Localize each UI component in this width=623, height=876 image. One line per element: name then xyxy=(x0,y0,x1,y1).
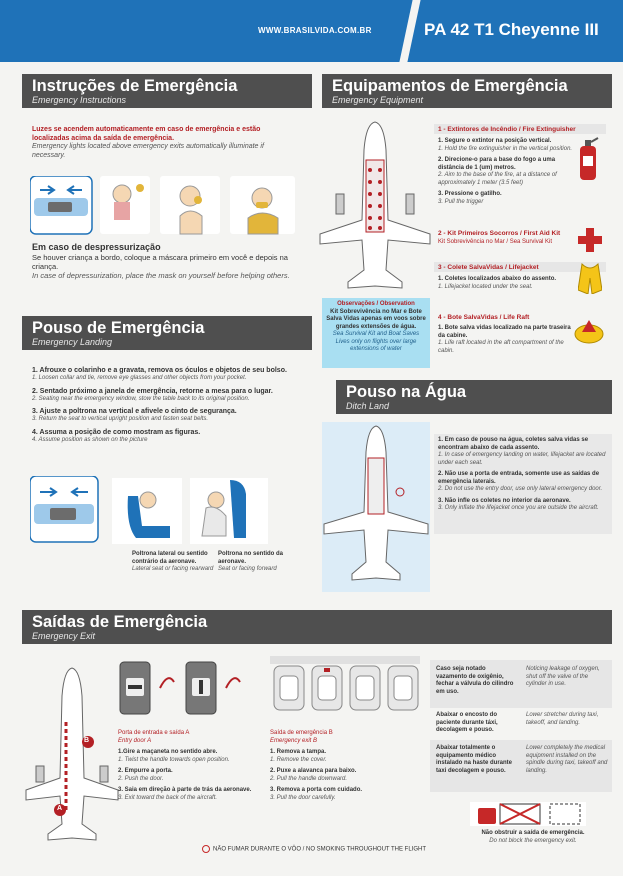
equipment-header xyxy=(322,74,612,108)
exit-label-a: A xyxy=(57,805,63,812)
lights-note-pt: Luzes se acendem automaticamente em caso de emergência e estão localizadas acima da saída de emergência. xyxy=(32,126,261,142)
exits-subtitle: Emergency Exit xyxy=(32,631,96,641)
landing-step: 4. Assuma a posição de como mostram as figuras. 4. Assume position as shown on the picture xyxy=(32,428,201,443)
no-obstruction-icon xyxy=(470,800,586,828)
lights-note xyxy=(32,125,282,160)
entry-door-handle-icon xyxy=(118,660,258,722)
landing-header xyxy=(22,316,312,350)
depressurization-en: In case of depressurization, place the mask on yourself before helping others. xyxy=(32,271,290,280)
life-raft-icon xyxy=(574,318,604,344)
aircraft-model: PA 42 T1 Cheyenne III xyxy=(424,20,599,39)
oxygen-note-en: Noticing leakage of oxygen, shut off the valve of the cylinder in use. xyxy=(526,666,600,687)
lights-note-en: Emergency lights located above emergency exits automatically illuminate if necessary. xyxy=(32,143,264,159)
entry-door-step: 2. Empurre a porta. 2. Push the door. xyxy=(118,768,173,782)
brace-caption-forward: Poltrona no sentido da aeronave. Seat or facing forward xyxy=(218,551,284,572)
observation-box xyxy=(322,298,430,368)
ditch-title: Pouso na Água xyxy=(346,383,467,401)
observation-pt: Kit Sobrevivência no Mar e Bote Salva Vidas apenas em voos sobre grandes extensões de água. xyxy=(326,308,426,330)
medical-note-pt: Abaixar totalmente o equipamento médico instalado na haste durante taxi decolagem e pouso. xyxy=(436,745,513,774)
no-block-note: Não obstruir a saída de emergência. Do not block the emergency exit. xyxy=(481,830,585,844)
landing-step: 1. Afrouxe o colarinho e a gravata, remova os óculos e objetos de seu bolso. 1. Loosen collar and tie, remove eye glasses and other objects from your pocket. xyxy=(32,367,287,381)
landing-steps xyxy=(32,366,307,444)
liferaft-label: 4 - Bote SalvaVidas / Life Raft xyxy=(438,314,530,321)
entry-door-subtitle: Entry door A xyxy=(118,737,152,744)
oxygen-note-pt: Caso seja notado vazamento de oxigênio, fechar a válvula do cilindro em uso. xyxy=(436,666,514,695)
first-aid-cross-icon xyxy=(578,228,602,252)
lifejacket-icon xyxy=(578,260,602,294)
fire-extinguisher-icon xyxy=(576,136,600,182)
stretcher-note-pt: Abaixar o encosto do paciente durante táxi, decolagem e pouso. xyxy=(436,712,498,733)
landing-title: Pouso de Emergência xyxy=(32,319,205,337)
instructions-header xyxy=(22,74,312,108)
entry-door-step: 3. Saia em direção à parte de trás da aeronave. 3. Exit toward the back of the aircraft. xyxy=(118,787,252,801)
exit-window-step: 2. Puxe a alavanca para baixo. 2. Pull the handle downward. xyxy=(270,768,357,782)
equipment-line: 1. Bote salva vidas localizado na parte traseira da cabine. 1. Life raft located in the aft compartment of the cabin. xyxy=(438,325,571,354)
ditch-item: 2. Não use a porta de entrada, somente use as saídas de emergência laterais. 2. Do not use the entry door, use only lateral emergency door. xyxy=(438,471,603,492)
ditch-aircraft-icon xyxy=(322,422,430,592)
exit-aircraft-icon xyxy=(22,662,120,842)
extinguisher-bar: 1 - Extintores de Incêndio / Fire Extinguisher xyxy=(434,124,606,134)
exit-window-subtitle: Emergency exit B xyxy=(270,737,318,744)
landing-subtitle: Emergency Landing xyxy=(32,337,113,347)
exit-window-step: 3. Remova a porta com cuidado. 3. Pull the door carefully. xyxy=(270,787,363,801)
banner-divider xyxy=(399,0,420,62)
website-url: WWW.BRASILVIDA.COM.BR xyxy=(258,26,372,35)
sea-survival-label: Kit Sobrevivência no Mar / Sea Survival Kit xyxy=(438,239,553,245)
exit-label-b: B xyxy=(84,737,90,744)
exits-header xyxy=(22,610,612,644)
ditch-item: 1. Em caso de pouso na água, coletes salva vidas se encontram abaixo de cada assento. 1. In case of emergency landing on water, lifejacket are located under each seat. xyxy=(438,437,606,466)
equipment-line: 1. Segure o extintor na posição vertical. 1. Hold the fire extinguisher in the vertical position. xyxy=(438,138,573,152)
ditch-header xyxy=(336,380,612,414)
equipment-subtitle: Emergency Equipment xyxy=(332,95,424,105)
instructions-title: Instruções de Emergência xyxy=(32,77,238,95)
lifejacket-bar: 3 - Colete SalvaVidas / Lifejacket xyxy=(434,262,606,272)
equipment-line: 1. Coletes localizados abaixo do assento. 1. Lifejacket located under the seat. xyxy=(438,276,557,290)
top-banner xyxy=(0,0,623,62)
no-smoking-footer xyxy=(202,845,442,853)
observation-title: Observações / Observation xyxy=(337,301,415,307)
no-smoking-icon xyxy=(202,845,210,853)
equipment-line: 3. Pressione o gatilho. 3. Pull the trigger xyxy=(438,191,502,205)
no-smoking-text: NÃO FUMAR DURANTE O VÔO / NO SMOKING THROUGHOUT THE FLIGHT xyxy=(213,846,427,853)
brace-caption-rearward: Poltrona lateral ou sentido contrário da aeronave. Lateral seat or facing rearward xyxy=(132,551,214,572)
oxygen-mask-steps-icon xyxy=(30,176,300,238)
brace-position-icon xyxy=(30,476,270,548)
exit-window-step: 1. Remova a tampa. 1. Remove the cover. xyxy=(270,749,327,763)
exits-title: Saídas de Emergência xyxy=(32,613,208,631)
emergency-exit-window-icon xyxy=(270,656,420,722)
exit-window-steps xyxy=(270,730,420,802)
stretcher-note-en: Lower stretcher during taxi, takeoff, and landing. xyxy=(526,712,599,726)
aircraft-seatmap-icon xyxy=(318,120,432,296)
landing-step: 2. Sentado próximo a janela de emergência, retorne a mesa para o lugar. 2. Seating near the emergency window, stow the table back to its original position. xyxy=(32,387,273,402)
first-aid-label: 2 - Kit Primeiros Socorros / First Aid Kit xyxy=(438,230,561,237)
depressurization-pt: Se houver criança a bordo, coloque a máscara primeiro em você e depois na criança. xyxy=(32,253,288,271)
exit-window-title: Saída de emergência B xyxy=(270,730,333,736)
medical-note-en: Lower completely the medical equipment installed on the spindle during taxi, takeoff and landing. xyxy=(526,745,608,774)
ditch-instructions xyxy=(434,434,612,534)
ditch-item: 3. Não infle os coletes no interior da aeronave. 3. Only inflate the lifejacket once you are outside the aircraft. xyxy=(438,497,599,511)
ditch-subtitle: Ditch Land xyxy=(346,401,390,411)
landing-step: 3. Ajuste a poltrona na vertical e afivele o cinto de segurança. 3. Return the seat to vertical upright position and fasten seat belts. xyxy=(32,408,237,422)
equipment-title: Equipamentos de Emergência xyxy=(332,77,568,95)
entry-door-step: 1.Gire a maçaneta no sentido abre. 1. Twist the handle towards open position. xyxy=(118,749,230,763)
instructions-subtitle: Emergency Instructions xyxy=(32,95,127,105)
depressurization-block xyxy=(32,242,292,280)
observation-en: Sea Survival Kit and Boat Saves Lives only on flights over large extensions of water xyxy=(332,331,420,352)
equipment-line: 2. Direcione-o para a base do fogo a uma distância de 1 (um) metros. 2. Aim to the base of the fire, at a distance of approximately 1 meter (3.5 feet) xyxy=(438,157,557,186)
entry-door-title: Porta de entrada e saída A xyxy=(118,730,190,736)
entry-door-steps xyxy=(118,730,268,802)
depressurization-title: Em caso de despressurização xyxy=(32,242,161,252)
